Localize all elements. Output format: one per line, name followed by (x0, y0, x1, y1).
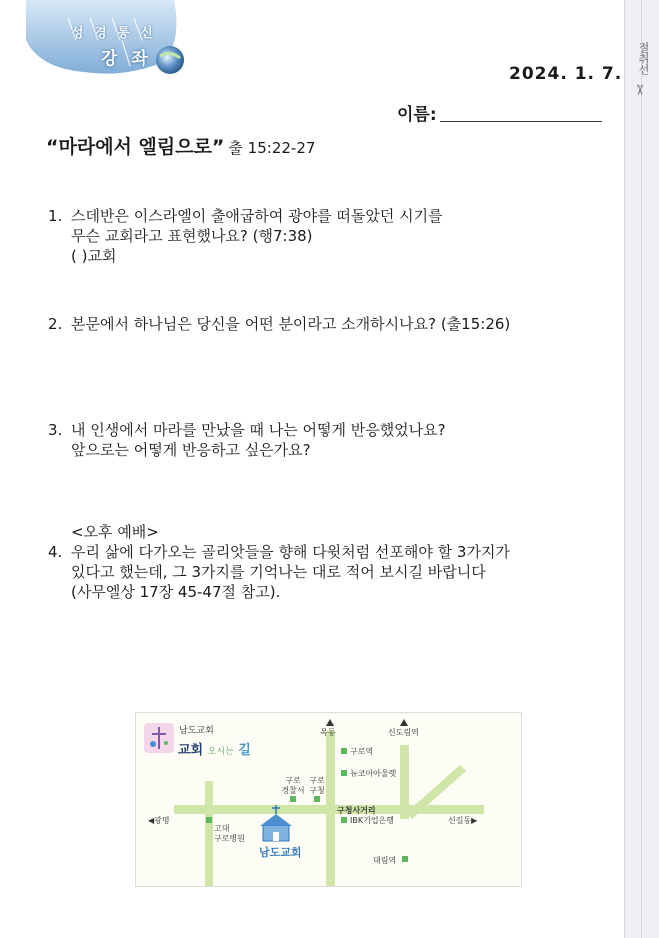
map-label-korea-univ-2: 구로병원 (214, 834, 245, 843)
map-label-daerim: 대림역 (373, 856, 397, 865)
map-label-police-1: 구로 (285, 776, 301, 785)
cross-logo-icon (144, 723, 174, 753)
badge-title-bottom: 강 좌 (101, 49, 152, 69)
map-label-church: 남도교회 (259, 846, 302, 859)
question-number: 4. (48, 543, 63, 561)
map-title-main: 교회 (178, 743, 204, 758)
question-line: (사무엘상 17장 45-47절 참고). (71, 583, 281, 601)
lesson-title (46, 132, 315, 159)
map-label-sinildong: 신길동▶ (448, 816, 478, 825)
scissors-icon: ✂ (630, 84, 647, 96)
map-church-small: 남도교회 (179, 726, 214, 736)
church-directions-map (135, 712, 522, 887)
question-4 (48, 522, 510, 602)
name-label: 이름: (397, 105, 437, 125)
answer-blank: ( )교회 (71, 247, 117, 265)
lesson-title-main: “마라에서 엘림으로” (46, 136, 225, 158)
map-label-korea-univ-1: 고대 (214, 824, 230, 833)
question-line: 있다고 했는데, 그 3가지를 기억나는 대로 적어 보시길 바랍니다 (71, 563, 486, 581)
question-number: 2. (48, 315, 63, 333)
map-label-gwangmyeong: ◀광명 (148, 816, 170, 825)
question-line: 본문에서 하나님은 당신을 어떤 분이라고 소개하시나요? (출15:26) (71, 315, 511, 333)
map-title-road: 길 (238, 743, 251, 758)
question-line: 앞으로는 어떻게 반응하고 싶은가요? (71, 441, 311, 459)
lesson-title-reference: 출 15:22-27 (228, 139, 316, 157)
map-title-sub: 오시는 (207, 747, 234, 757)
course-badge (24, 0, 186, 78)
question-line: 우리 삶에 다가오는 골리앗들을 향해 다윗처럼 선포해야 할 3가지가 (71, 543, 510, 561)
section-heading: <오후 예배> (71, 523, 159, 541)
map-title (178, 739, 251, 758)
name-blank-line (440, 121, 602, 122)
map-label-mokdong: 목동 (320, 728, 336, 737)
question-number: 1. (48, 207, 63, 225)
map-label-gu-office (300, 776, 334, 796)
map-label-guro-station: 구로역 (350, 747, 374, 756)
map-label-korea-univ (214, 824, 245, 844)
map-label-gu-office-2: 구청 (309, 786, 325, 795)
question-line: 무슨 교회라고 표현했나요? (행7:38) (71, 227, 313, 245)
map-label-gu-office-1: 구로 (309, 776, 325, 785)
question-3 (48, 420, 446, 460)
map-label-newcore: 뉴코아아울렛 (350, 769, 397, 778)
sheet-date: 2024. 1. 7. (509, 64, 623, 84)
cut-line-label: 절취선 (637, 42, 650, 75)
question-line: 내 인생에서 마라를 만났을 때 나는 어떻게 반응했었나요? (71, 421, 446, 439)
question-line: 스데반은 이스라엘이 출애굽하여 광야를 떠돌았던 시기를 (71, 207, 443, 225)
map-label-ibk: IBK기업은행 (350, 816, 395, 825)
map-label-police-2: 경찰서 (281, 786, 305, 795)
badge-title-top: 성 경 통 신 (71, 26, 156, 41)
question-2 (48, 314, 510, 334)
map-label-sindorim: 신도림역 (388, 728, 419, 737)
map-label-intersection: 구청사거리 (337, 806, 376, 815)
question-number: 3. (48, 421, 63, 439)
question-1 (48, 206, 443, 266)
margin-line (624, 0, 625, 938)
margin-line (641, 0, 642, 938)
